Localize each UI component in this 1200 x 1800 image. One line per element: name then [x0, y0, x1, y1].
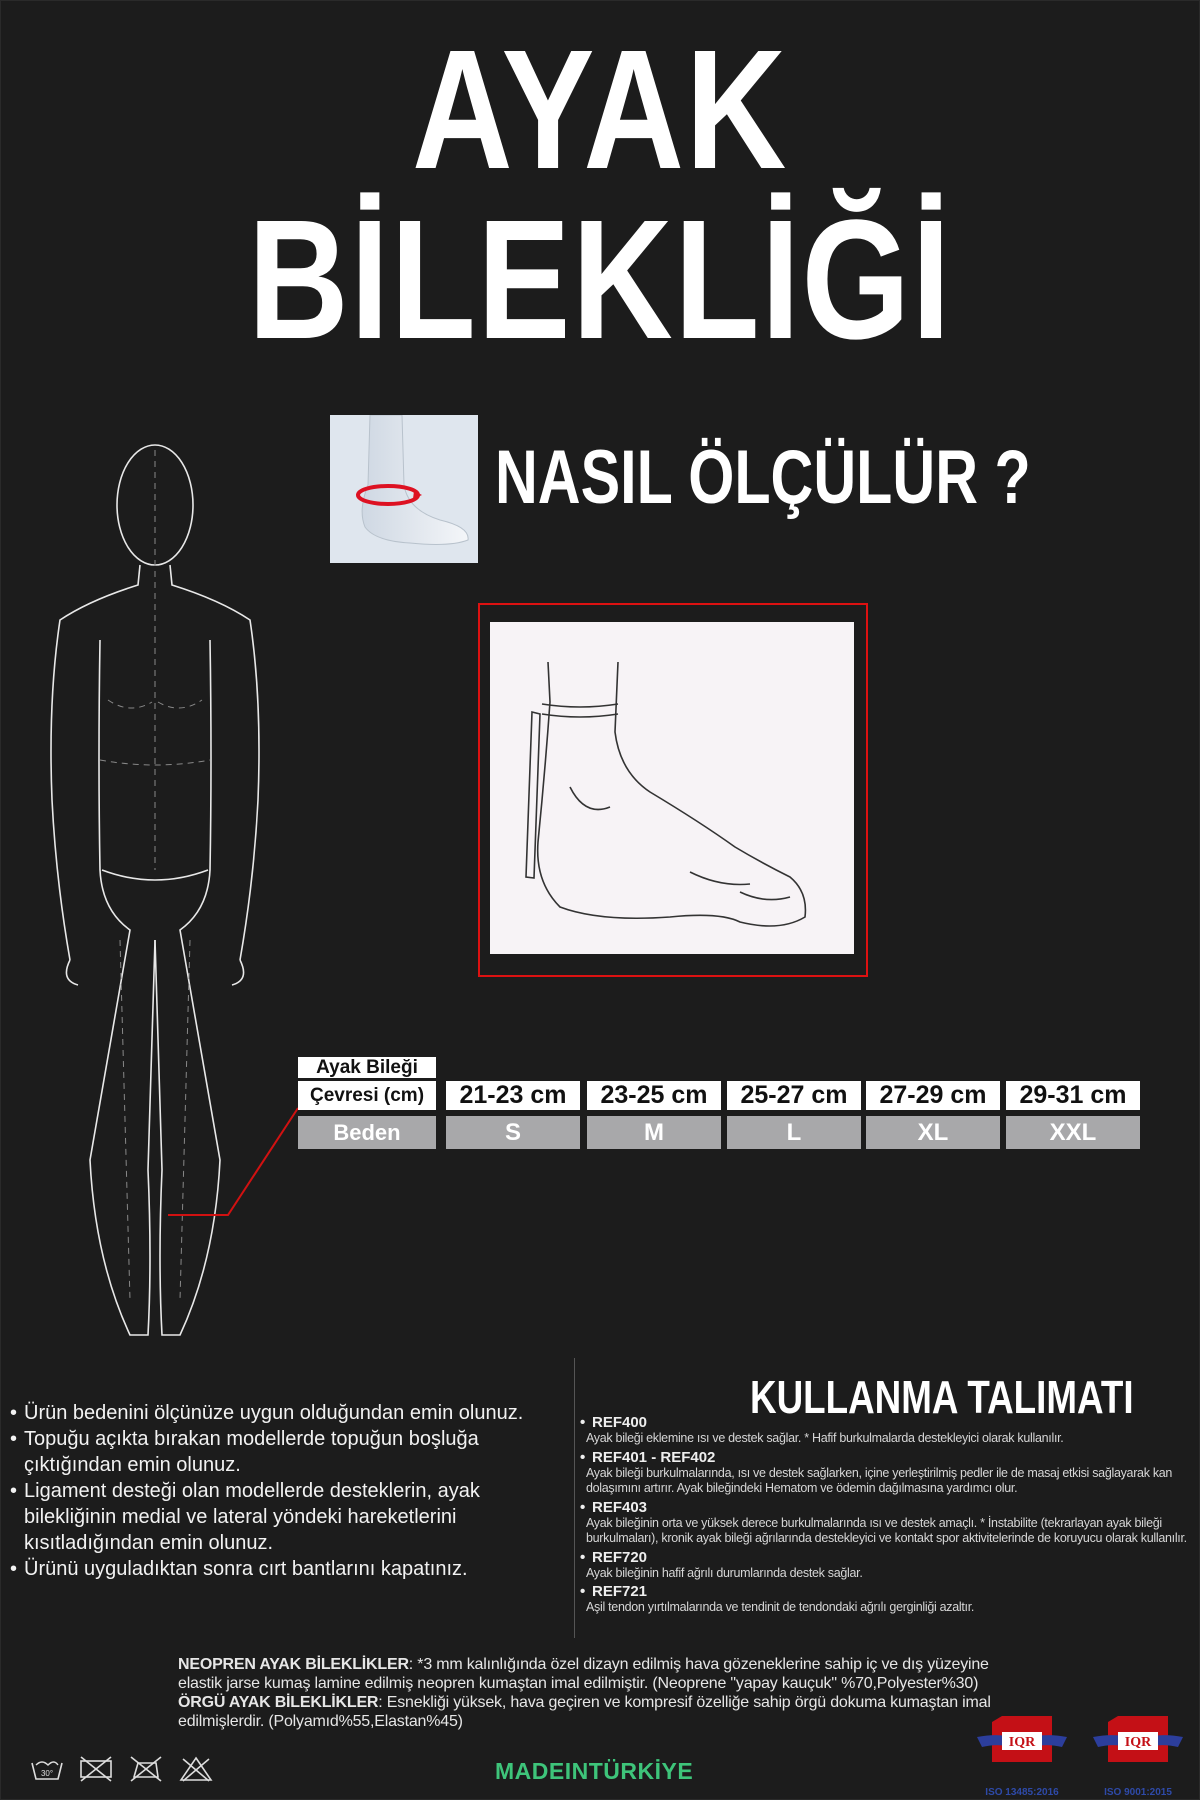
size-label-cell: M	[587, 1116, 721, 1149]
ref-code: • REF721	[578, 1583, 1200, 1600]
iqr-logo-text: IQR	[1008, 1735, 1036, 1750]
no-bleach-icon	[178, 1755, 214, 1783]
ref-code: • REF400	[578, 1414, 1200, 1431]
foot-measure-sketch	[490, 622, 854, 954]
usage-instructions-title: KULLANMA TALIMATI	[750, 1371, 1134, 1423]
neoprene-text: : *3 mm kalınlığında özel dizayn edilmiş hava gözeneklerine sahip iç ve dış yüzeyine elastik jarse kumaş lamine edilmiş neopren kumaştan imal edilmiştir. (Neoprene "yapay kauçuk" %70,Polyester%30)	[178, 1656, 989, 1692]
ref-item	[578, 1549, 1200, 1582]
iqr-logo-icon	[1088, 1702, 1188, 1782]
page-title: AYAK BİLEKLİĞİ	[247, 15, 952, 375]
ref-code: • REF403	[578, 1499, 1200, 1516]
ref-item	[578, 1499, 1200, 1547]
no-iron-icon	[128, 1755, 164, 1783]
ref-item	[578, 1414, 1200, 1447]
instruction-item: • Ürün bedenini ölçünüze uygun olduğundan emin olunuz.	[8, 1400, 573, 1426]
ref-description: Ayak bileğinin hafif ağrılı durumlarında destek sağlar.	[586, 1565, 863, 1580]
size-label-cell: S	[446, 1116, 580, 1149]
ref-item	[578, 1583, 1200, 1616]
neoprene-info	[178, 1655, 998, 1693]
wash-temp-label: 30°	[40, 1769, 54, 1778]
size-range-cell: 29-31 cm	[1006, 1081, 1140, 1110]
ref-code: • REF720	[578, 1549, 1200, 1566]
size-table-row-label: Beden	[298, 1116, 436, 1149]
size-range-cell: 21-23 cm	[446, 1081, 580, 1110]
ref-code: • REF401 - REF402	[578, 1449, 1200, 1466]
instruction-item: • Topuğu açıkta bırakan modellerde topuğun boşluğa çıktığından emin olunuz.	[8, 1426, 573, 1478]
materials-info	[178, 1655, 998, 1731]
cert-badge	[972, 1702, 1072, 1798]
knit-label: ÖRGÜ AYAK BİLEKLİKLER	[178, 1694, 379, 1711]
size-range-cell: 23-25 cm	[587, 1081, 721, 1110]
neoprene-label: NEOPREN AYAK BİLEKLİKLER	[178, 1656, 409, 1673]
cert-label: ISO 13485:2016	[985, 1787, 1059, 1798]
size-table-header-line1: Ayak Bileği	[298, 1057, 436, 1078]
iqr-logo-text: IQR	[1124, 1735, 1152, 1750]
knit-info	[178, 1693, 998, 1731]
care-icons	[30, 1755, 214, 1783]
ref-description: Ayak bileği eklemine ısı ve destek sağlar. * Hafif burkulmalarda destekleyici olarak kullanılır.	[586, 1431, 1064, 1445]
cert-label: ISO 9001:2015	[1104, 1787, 1172, 1798]
how-to-measure-title: NASIL ÖLÇÜLÜR ?	[495, 435, 1031, 520]
ref-list	[578, 1414, 1200, 1618]
instruction-item: • Ligament desteği olan modellerde desteklerin, ayak bilekliğinin medial ve lateral yöndeki hareketlerini kısıtladığından emin olunuz.	[8, 1478, 573, 1556]
made-in-turkey-label: MADEINTÜRKİYE	[495, 1758, 694, 1784]
size-label-cell: XL	[866, 1116, 1000, 1149]
instructions-list	[8, 1400, 573, 1582]
size-label-cell: XXL	[1006, 1116, 1140, 1149]
ref-description: Ayak bileğinin orta ve yüksek derece burkulmalarında ısı ve destek amaçlı. * İnstabilite (tekrarlayan ayak bileği burkulmaları), kronik ayak bileği ağrılarında destekleyici ve kontakt spor aktivitelerinde de koruyucu olarak kullanılır.	[586, 1515, 1187, 1545]
column-divider	[574, 1358, 575, 1638]
body-figure-illustration	[30, 440, 280, 1370]
size-table-header-line2: Çevresi (cm)	[298, 1081, 436, 1110]
hand-wash-icon	[30, 1755, 64, 1783]
no-dry-clean-icon	[78, 1755, 114, 1783]
size-label-cell: L	[727, 1116, 861, 1149]
ankle-measure-photo	[330, 415, 478, 563]
cert-badge	[1088, 1702, 1188, 1798]
instruction-item: • Ürünü uyguladıktan sonra cırt bantlarını kapatınız.	[8, 1556, 573, 1582]
ref-description: Aşil tendon yırtılmalarında ve tendinit de tendondaki ağrılı gerginliği azaltır.	[586, 1600, 975, 1614]
iqr-logo-icon	[972, 1702, 1072, 1782]
ref-item	[578, 1449, 1200, 1497]
size-range-cell: 27-29 cm	[866, 1081, 1000, 1110]
size-range-cell: 25-27 cm	[727, 1081, 861, 1110]
ref-description: Ayak bileği burkulmalarında, ısı ve destek sağlarken, içine yerleştirilmiş pedler ile de masaj etkisi sağlayarak kan dolaşımını artırır. Ayak bileğindeki Hematom ve ödemin dağılmasına yardımcı olur.	[586, 1465, 1173, 1495]
knit-text: : Esnekliği yüksek, hava geçiren ve kompresif özelliğe sahip örgü dokuma kumaştan imal edilmişlerdir. (Polyamıd%55,Elastan%45)	[178, 1694, 991, 1730]
